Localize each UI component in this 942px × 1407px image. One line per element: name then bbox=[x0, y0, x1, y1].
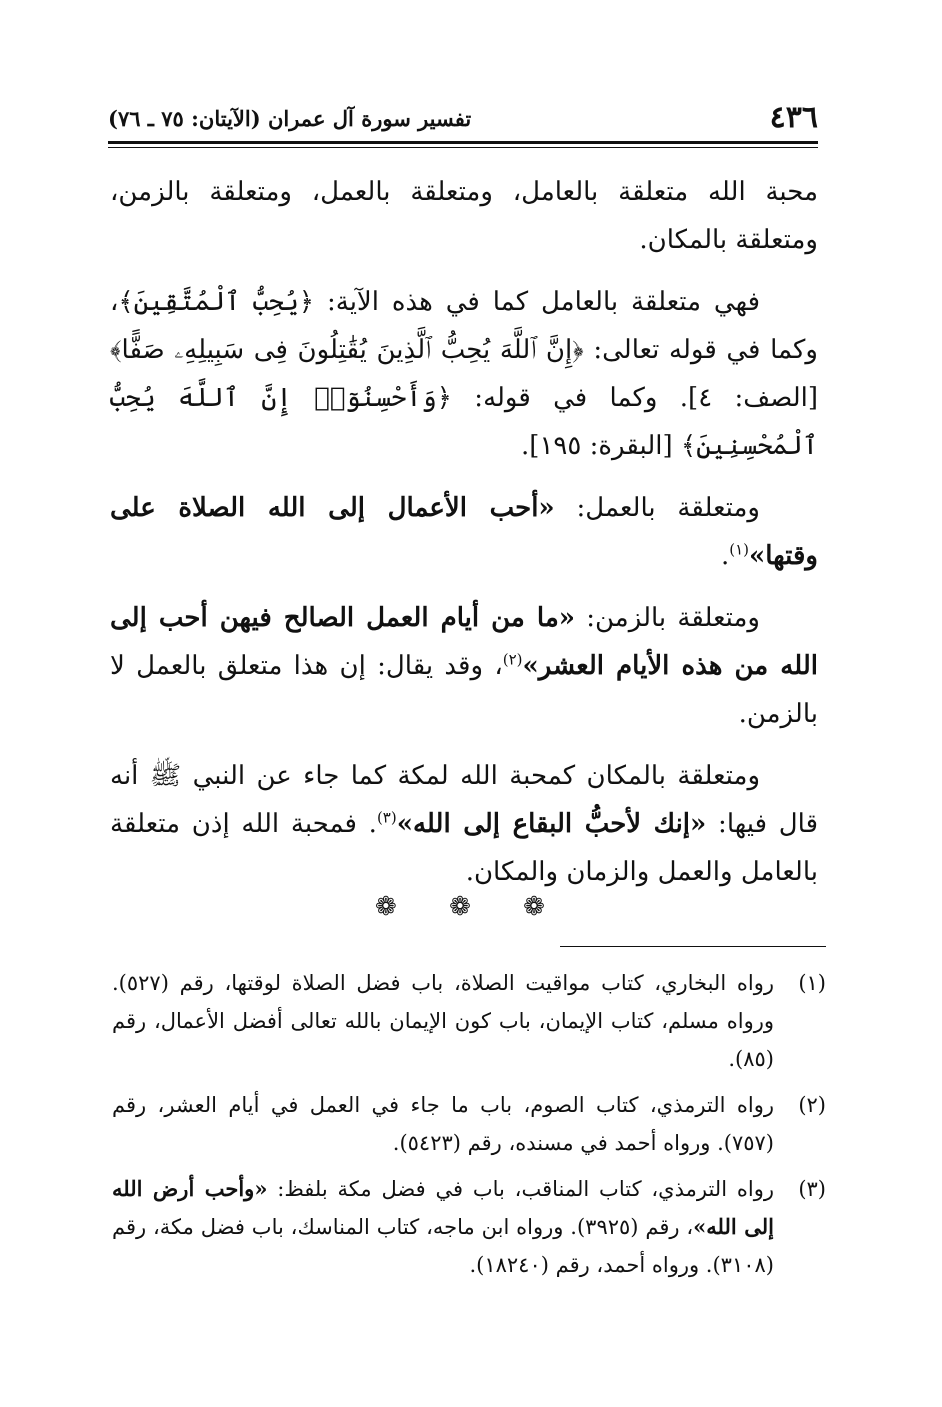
footnote-text-a: رواه الترمذي، كتاب المناقب، باب في فضل مكة بلفظ: bbox=[267, 1177, 774, 1201]
footnote-text-b: ، رقم (٣٩٢٥). ورواه ابن ماجه، كتاب المناسك، باب فضل مكة، رقم (٣١٠٨). ورواه أحمد، رقم (١٨٢٤٠). bbox=[112, 1215, 774, 1277]
footnote-ref-1[interactable]: (١) bbox=[729, 540, 749, 559]
paragraph-3-text-a: ومتعلقة بالعمل: bbox=[554, 493, 760, 523]
hadith-quote-1: «أحب الأعمال إلى الله الصلاة على وقتها» bbox=[110, 493, 818, 571]
paragraph-5-text-b: . فمحبة الله إذن متعلقة بالعامل والعمل والزمان والمكان. bbox=[110, 809, 818, 887]
quran-verse-3: ﴿وَأَحْسِنُوٓا۟ إِنَّ ٱللَّهَ يُحِبُّ ٱلْمُحْسِنِينَ﴾ bbox=[110, 383, 818, 461]
hadith-quote-2: «ما من أيام العمل الصالح فيهن أحب إلى الله من هذه الأيام العشر» bbox=[110, 603, 818, 681]
footnote-number: (٣) bbox=[798, 1177, 826, 1201]
main-text bbox=[110, 168, 818, 910]
footnote-number: (٢) bbox=[798, 1093, 826, 1117]
header-rule-thick bbox=[108, 141, 818, 144]
paragraph-4-text-b: ، وقد يقال: إن هذا متعلق بالعمل لا بالزمن. bbox=[110, 651, 818, 729]
hadith-quote-3: «إنك لأحبُّ البقاع إلى الله» bbox=[396, 809, 707, 839]
paragraph-4-text-a: ومتعلقة بالزمن: bbox=[575, 603, 760, 633]
section-separator-icon: ❁ ❁ ❁ bbox=[375, 892, 567, 922]
paragraph-2-text-b: ، وكما في قوله تعالى: bbox=[110, 287, 818, 365]
footnote-hadith-quote: «وأحب أرض الله إلى الله» bbox=[112, 1176, 774, 1239]
footnote-text: رواه الترمذي، كتاب الصوم، باب ما جاء في العمل في أيام العشر، رقم (٧٥٧). ورواه أحمد في مسنده، رقم (٥٤٢٣). bbox=[112, 1093, 774, 1155]
header-rule-thin bbox=[108, 147, 818, 148]
footnote-text: رواه البخاري، كتاب مواقيت الصلاة، باب فضل الصلاة لوقتها، رقم (٥٢٧). ورواه مسلم، كتاب الإيمان، باب كون الإيمان بالله تعالى أفضل الأعمال، رقم (٨٥). bbox=[112, 971, 775, 1071]
footnote-number: (١) bbox=[798, 971, 826, 995]
footnotes bbox=[112, 964, 826, 1292]
paragraph-3 bbox=[110, 484, 818, 580]
paragraph-2-text-a: فهي متعلقة بالعامل كما في هذه الآية: bbox=[314, 287, 760, 317]
running-title: تفسير سورة آل عمران (الآيتان: ٧٥ ـ ٧٦) bbox=[108, 106, 472, 131]
footnote-3 bbox=[112, 1170, 826, 1284]
paragraph-2 bbox=[110, 278, 818, 470]
footnote-ref-2[interactable]: (٢) bbox=[502, 650, 523, 669]
paragraph-3-text-b: . bbox=[720, 541, 730, 571]
footnote-text bbox=[112, 1170, 774, 1284]
paragraph-4 bbox=[110, 594, 818, 738]
footnote-1 bbox=[112, 964, 826, 1078]
page-number: ٤٣٦ bbox=[769, 100, 818, 135]
paragraph-5-text-a: ومتعلقة بالمكان كمحبة الله لمكة كما جاء عن النبي ﷺ أنه قال فيها: bbox=[110, 761, 818, 839]
paragraph-1 bbox=[110, 168, 818, 264]
footnote-ref-3[interactable]: (٣) bbox=[376, 808, 397, 827]
page-header bbox=[108, 96, 818, 136]
paragraph-2-text-c: [الصف: ٤]. وكما في قوله: bbox=[451, 383, 819, 413]
quran-verse-1: ﴿يُحِبُّ ٱلْمُتَّقِينَ﴾ bbox=[118, 287, 315, 317]
paragraph-1-text: محبة الله متعلقة بالعامل، ومتعلقة بالعمل، ومتعلقة بالزمن، ومتعلقة بالمكان. bbox=[110, 177, 818, 255]
quran-verse-2: ﴿إِنَّ ٱللَّهَ يُحِبُّ ٱلَّذِينَ يُقَٰتِلُونَ فِى سَبِيلِهِۦ صَفًّا﴾ bbox=[110, 335, 584, 365]
footnote-2 bbox=[112, 1086, 826, 1162]
footnote-rule bbox=[560, 946, 826, 947]
paragraph-5 bbox=[110, 752, 818, 896]
paragraph-2-text-d: [البقرة: ١٩٥]. bbox=[521, 431, 681, 461]
